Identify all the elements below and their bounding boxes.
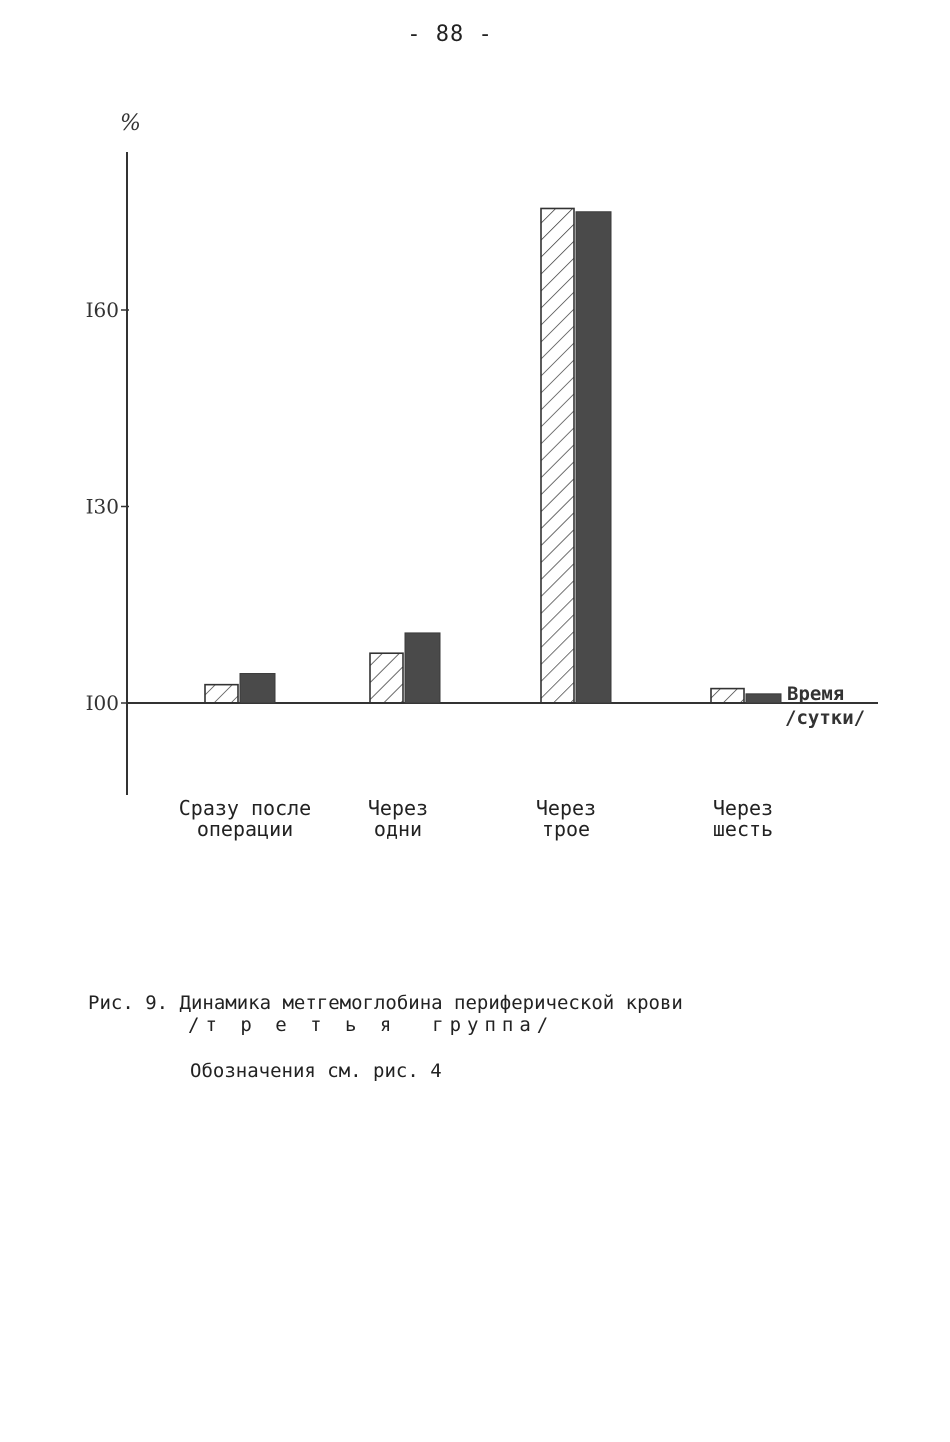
chart-labels [86,111,865,729]
chart-bars [205,208,781,703]
category-label-line: одни [373,817,423,841]
y-tick-label: I00 [85,691,119,715]
bar-hatched [370,653,403,703]
x-axis-label-line-1: Время [787,683,845,705]
bar-solid [576,212,611,703]
caption-note: Обозначения см. рис. 4 [190,1060,442,1082]
bar-hatched [711,689,744,703]
bar-solid [405,633,440,703]
category-label-line: Через [535,796,597,820]
category-label-line: трое [541,817,591,841]
category-label-line: операции [196,817,294,841]
bar-solid [746,694,781,703]
caption-line-1: Рис. 9. Динамика метгемоглобина периферической крови [88,992,683,1014]
x-axis-label-line-2: /сутки/ [785,707,866,729]
category-label-line: Через [712,796,774,820]
category-label [643,798,843,840]
category-label [466,798,666,840]
figure-caption [88,992,683,1036]
y-tick-label: I60 [85,298,119,322]
caption-line-2: /т р е т ь я группа/ [188,1014,555,1036]
bar-hatched [205,685,238,703]
page-number: - 88 - [407,22,493,47]
bar-solid [240,674,275,703]
bar-hatched [541,208,574,703]
category-label-line: Через [367,796,429,820]
category-label-line: шесть [712,817,774,841]
category-label-line: Сразу после [178,796,312,820]
y-tick-label: I30 [85,494,119,519]
y-axis-label: % [120,111,141,136]
